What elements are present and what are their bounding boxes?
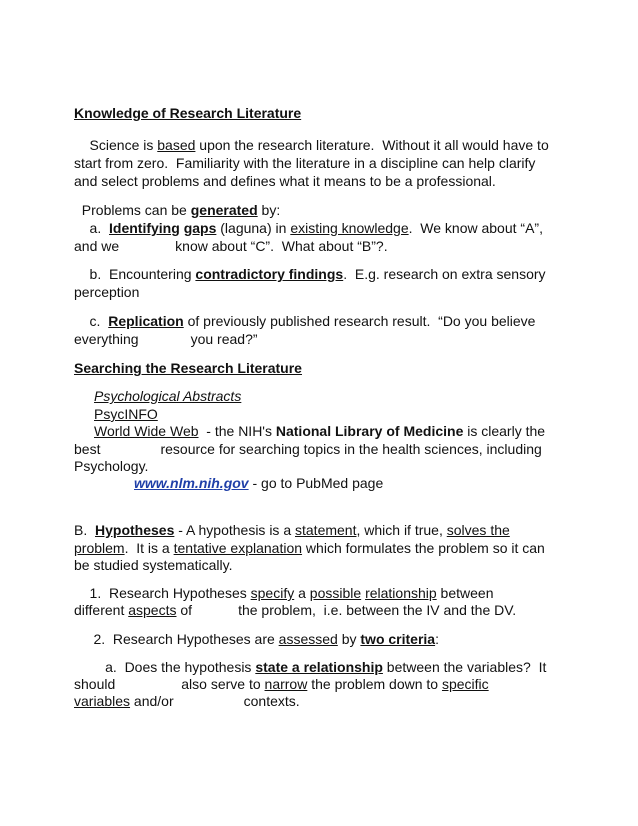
text-span: a. [74, 220, 110, 236]
text-span: you read?” [190, 331, 258, 347]
paragraph-science-line-1 [74, 137, 549, 153]
text-span: different [74, 602, 129, 618]
bold-word-gaps: gaps [183, 220, 217, 236]
underlined-word-relationship: relationship [365, 585, 437, 601]
text-span: - go to PubMed page [248, 475, 384, 491]
underlined-word-possible: possible [309, 585, 362, 601]
text-span: everything [74, 331, 139, 347]
heading-knowledge-research-literature: Knowledge of Research Literature [74, 105, 302, 121]
problem-a-line-2 [74, 238, 388, 254]
link-nlm-nih-gov[interactable]: www.nlm.nih.gov [134, 475, 249, 491]
text-span: best [74, 441, 101, 457]
text-span: the problem down to [307, 676, 442, 692]
underlined-word-based: based [157, 137, 196, 153]
text-span: of previously published research result. “Do you believe [183, 313, 536, 329]
text-span: : [435, 631, 439, 647]
text-span: - A hypothesis is a [174, 522, 295, 538]
text-span: of [176, 602, 193, 618]
resource-psychological-abstracts[interactable]: Psychological Abstracts [94, 388, 242, 404]
resource-link-line [134, 475, 383, 491]
problem-c-line-1 [74, 313, 535, 329]
text-span: between [436, 585, 494, 601]
text-span: . We know about “A”, [408, 220, 543, 236]
text-span: and we [74, 238, 120, 254]
text-span: should [74, 676, 116, 692]
text-span: a [294, 585, 310, 601]
problem-b-line-1 [74, 266, 546, 282]
text-span: by [337, 631, 361, 647]
criteria-a-line-1 [74, 659, 546, 675]
hypotheses-point-1-line-1 [74, 585, 494, 601]
text-span: the problem, i.e. between the IV and the DV. [238, 602, 517, 618]
text-span: c. [74, 313, 109, 329]
text-span: - the NIH's [198, 423, 276, 439]
resource-www-line-1 [94, 423, 545, 439]
text-span: by: [257, 202, 281, 218]
link-world-wide-web[interactable]: World Wide Web [94, 423, 199, 439]
text-span: between the variables? It [382, 659, 547, 675]
bold-two-criteria: two criteria [360, 631, 436, 647]
underlined-word-assessed: assessed [278, 631, 338, 647]
hypotheses-line-3: be studied systematically. [74, 557, 233, 573]
underlined-word-problem: problem [74, 540, 125, 556]
text-span: , which if true, [356, 522, 447, 538]
text-span: b. Encountering [74, 266, 196, 282]
bold-word-identifying: Identifying [109, 220, 180, 236]
text-span: 2. Research Hypotheses are [74, 631, 279, 647]
criteria-a-line-2 [74, 676, 489, 692]
bold-word-generated: generated [190, 202, 258, 218]
heading-searching-research-literature: Searching the Research Literature [74, 360, 302, 376]
hypotheses-line-2 [74, 540, 545, 556]
text-span: (laguna) in [216, 220, 291, 236]
bold-word-hypotheses: Hypotheses [95, 522, 175, 538]
text-span: . E.g. research on extra sensory [343, 266, 546, 282]
text-span: Science is [74, 137, 158, 153]
hypotheses-line-1 [74, 522, 510, 538]
text-span: know about “C”. What about “B”?. [175, 238, 388, 254]
text-span: . It is a [124, 540, 174, 556]
underlined-existing-knowledge: existing knowledge [290, 220, 409, 236]
underlined-word-specific: specific [441, 676, 489, 692]
hypotheses-point-1-line-2 [74, 602, 516, 618]
underlined-word-narrow: narrow [264, 676, 308, 692]
text-span: resource for searching topics in the health sciences, including [160, 441, 542, 457]
problem-c-line-2 [74, 331, 258, 347]
text-span: 1. Research Hypotheses [74, 585, 251, 601]
bold-state-a-relationship: state a relationship [255, 659, 383, 675]
underlined-word-aspects: aspects [128, 602, 177, 618]
problems-intro [74, 202, 280, 218]
underlined-word-variables: variables [74, 693, 131, 709]
text-span: which formulates the problem so it can [302, 540, 545, 556]
bold-national-library-of-medicine: National Library of Medicine [275, 423, 464, 439]
bold-contradictory-findings: contradictory findings [195, 266, 344, 282]
text-span: contexts. [243, 693, 300, 709]
paragraph-science-line-2: start from zero. Familiarity with the literature in a discipline can help clarify [74, 155, 536, 171]
underlined-solves-the: solves the [446, 522, 510, 538]
text-span: is clearly the [463, 423, 546, 439]
bold-word-replication: Replication [108, 313, 184, 329]
paragraph-science-line-3: and select problems and defines what it means to be a professional. [74, 173, 496, 189]
text-span: Problems can be [74, 202, 191, 218]
resource-www-line-3: Psychology. [74, 458, 149, 474]
text-span: a. Does the hypothesis [74, 659, 256, 675]
underlined-word-specify: specify [250, 585, 295, 601]
problem-a-line-1 [74, 220, 543, 236]
underlined-word-statement: statement [295, 522, 357, 538]
resource-www-line-2 [74, 441, 542, 457]
text-span: upon the research literature. Without it all would have to [195, 137, 549, 153]
underlined-tentative-explanation: tentative explanation [173, 540, 303, 556]
criteria-a-line-3 [74, 693, 300, 709]
hypotheses-point-2 [74, 631, 439, 647]
text-span: and/or [130, 693, 174, 709]
text-span: B. [74, 522, 96, 538]
text-span: also serve to [181, 676, 265, 692]
problem-b-line-2: perception [74, 284, 140, 300]
resource-psycinfo[interactable]: PsycINFO [94, 406, 158, 422]
